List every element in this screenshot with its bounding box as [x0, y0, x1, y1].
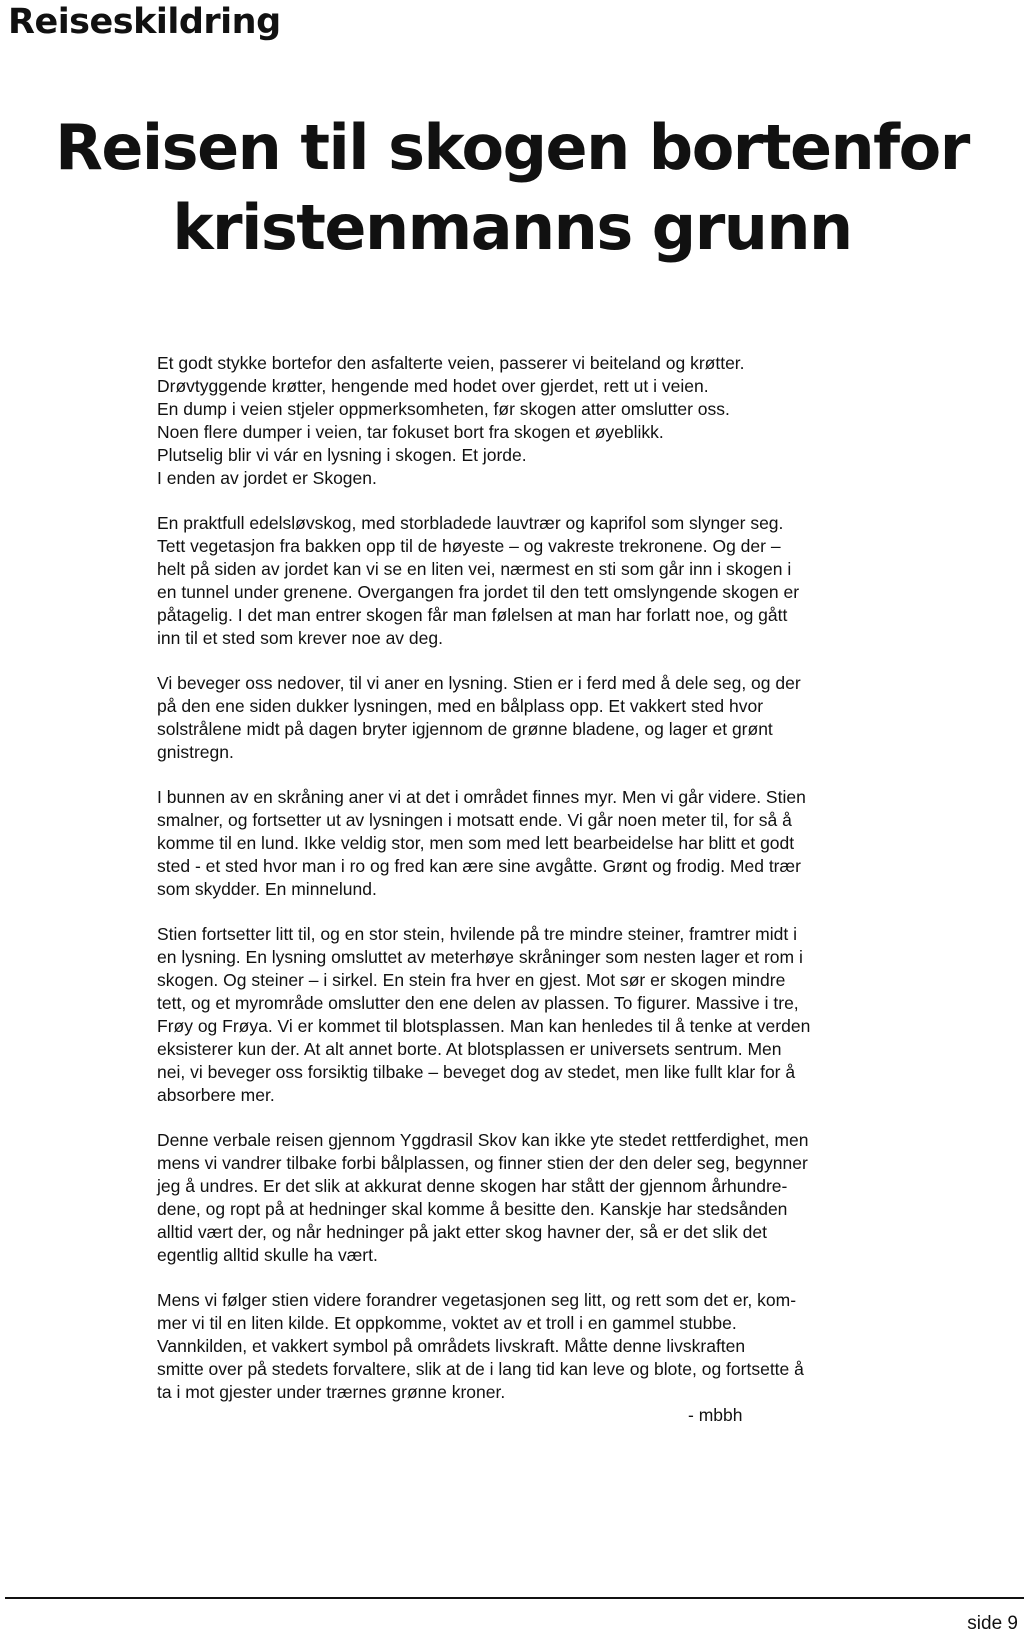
- text-line: egentlig alltid skulle ha vært.: [157, 1245, 378, 1265]
- text-line: skogen. Og steiner – i sirkel. En stein fra hver en gjest. Mot sør er skogen mindre: [157, 970, 786, 990]
- text-line: inn til et sted som krever noe av deg.: [157, 628, 443, 648]
- text-line: Noen flere dumper i veien, tar fokuset bort fra skogen et øyeblikk.: [157, 422, 664, 442]
- text-line: sted - et sted hvor man i ro og fred kan ære sine avgåtte. Grønt og frodig. Med trær: [157, 856, 801, 876]
- text-line: alltid vært der, og når hedninger på jakt etter skog havner der, så er det slik det: [157, 1222, 767, 1242]
- article-body: [157, 352, 877, 1427]
- text-line: Tett vegetasjon fra bakken opp til de høyeste – og vakreste trekronene. Og der –: [157, 536, 781, 556]
- text-line: solstrålene midt på dagen bryter igjennom de grønne bladene, og lager et grønt: [157, 719, 773, 739]
- text-line: dene, og ropt på at hedninger skal komme å besitte den. Kanskje har stedsånden: [157, 1199, 788, 1219]
- footer-divider: [5, 1597, 1024, 1599]
- section-label: Reiseskildring: [8, 2, 281, 42]
- text-line: Vannkilden, et vakkert symbol på områdets livskraft. Måtte denne livskraften: [157, 1336, 746, 1356]
- paragraph: [157, 1289, 877, 1427]
- text-line: komme til en lund. Ikke veldig stor, men som med lett bearbeidelse har blitt et godt: [157, 833, 795, 853]
- text-line: som skydder. En minnelund.: [157, 879, 377, 899]
- paragraph: [157, 786, 877, 901]
- title-line: kristenmanns grunn: [172, 191, 852, 264]
- text-line: En praktfull edelsløvskog, med storbladede lauvtrær og kaprifol som slynger seg.: [157, 513, 784, 533]
- paragraph: [157, 512, 877, 650]
- paragraph: [157, 923, 877, 1107]
- text-line: nei, vi beveger oss forsiktig tilbake – beveget dog av stedet, men like fullt klar for å: [157, 1062, 796, 1082]
- text-line: gnistregn.: [157, 742, 234, 762]
- text-line: En dump i veien stjeler oppmerksomheten, før skogen atter omslutter oss.: [157, 399, 730, 419]
- text-line: påtagelig. I det man entrer skogen får man følelsen at man har forlatt noe, og gått: [157, 605, 788, 625]
- page-number: side 9: [967, 1613, 1018, 1634]
- title-line: Reisen til skogen bortenfor: [55, 111, 969, 184]
- text-line: Vi beveger oss nedover, til vi aner en lysning. Stien er i ferd med å dele seg, og der: [157, 673, 801, 693]
- text-line: tett, og et myrområde omslutter den ene delen av plassen. To figurer. Massive i tre,: [157, 993, 799, 1013]
- text-line: helt på siden av jordet kan vi se en liten vei, nærmest en sti som går inn i skogen i: [157, 559, 792, 579]
- text-line: ta i mot gjester under trærnes grønne kroner.: [157, 1382, 506, 1402]
- text-line: Et godt stykke bortefor den asfalterte veien, passerer vi beiteland og krøtter.: [157, 353, 745, 373]
- text-line: på den ene siden dukker lysningen, med en bålplass opp. Et vakkert sted hvor: [157, 696, 764, 716]
- text-line: Denne verbale reisen gjennom Yggdrasil Skov kan ikke yte stedet rettferdighet, men: [157, 1130, 809, 1150]
- text-line: absorbere mer.: [157, 1085, 275, 1105]
- text-line: smalner, og fortsetter ut av lysningen i motsatt ende. Vi går noen meter til, for så å: [157, 810, 792, 830]
- text-line: I bunnen av en skråning aner vi at det i området finnes myr. Men vi går videre. Stien: [157, 787, 806, 807]
- text-line: en lysning. En lysning omsluttet av meterhøye skråninger som nesten lager et rom i: [157, 947, 803, 967]
- author-signature: - mbbh: [688, 1405, 743, 1425]
- text-line: Stien fortsetter litt til, og en stor stein, hvilende på tre mindre steiner, framtrer midt i: [157, 924, 797, 944]
- text-line: smitte over på stedets forvaltere, slik at de i lang tid kan leve og blote, og fortsette å: [157, 1359, 804, 1379]
- text-line: Frøy og Frøya. Vi er kommet til blotsplassen. Man kan henledes til å tenke at verden: [157, 1016, 811, 1036]
- paragraph: [157, 352, 877, 490]
- text-line: Plutselig blir vi vár en lysning i skogen. Et jorde.: [157, 445, 527, 465]
- text-line: en tunnel under grenene. Overgangen fra jordet til den tett omslyngende skogen er: [157, 582, 800, 602]
- text-line: Mens vi følger stien videre forandrer vegetasjonen seg litt, og rett som det er, kom-: [157, 1290, 797, 1310]
- text-line: mer vi til en liten kilde. Et oppkomme, voktet av et troll i en gammel stubbe.: [157, 1313, 737, 1333]
- text-line: mens vi vandrer tilbake forbi bålplassen, og finner stien der den deler seg, begynner: [157, 1153, 808, 1173]
- text-line: Drøvtyggende krøtter, hengende med hodet over gjerdet, rett ut i veien.: [157, 376, 709, 396]
- text-line: jeg å undres. Er det slik at akkurat denne skogen har stått der gjennom århundre-: [157, 1176, 788, 1196]
- text-line: eksisterer kun der. At alt annet borte. At blotsplassen er universets sentrum. Men: [157, 1039, 782, 1059]
- article-title: [0, 108, 1024, 268]
- paragraph: [157, 672, 877, 764]
- text-line: I enden av jordet er Skogen.: [157, 468, 377, 488]
- paragraph: [157, 1129, 877, 1267]
